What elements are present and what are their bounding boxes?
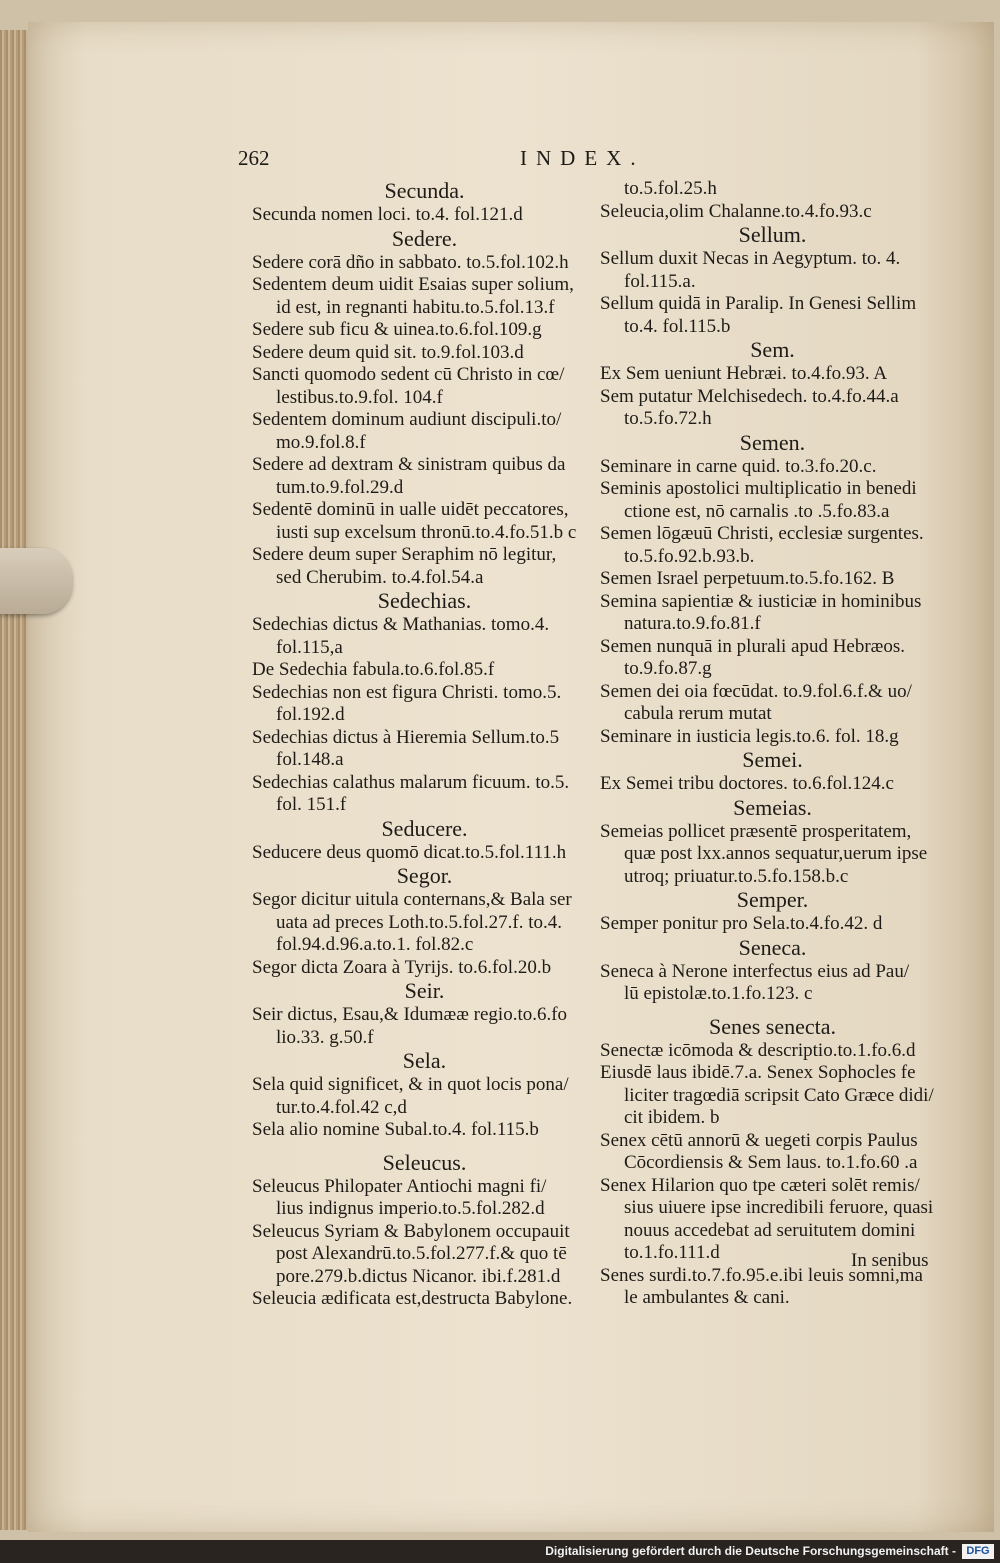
index-entry-continuation: tum.to.9.fol.29.d: [276, 476, 404, 498]
spacer: [252, 1142, 597, 1150]
index-heading: Semeias.: [733, 794, 812, 820]
index-entry: Segor dicitur uitula conternans,& Bala ser: [252, 889, 572, 910]
index-entry-continuation: fol.115,a: [276, 636, 343, 658]
index-entry-continuation: uata ad preces Loth.to.5.fol.27.f. to.4.: [276, 911, 562, 933]
left-column: [252, 178, 597, 1311]
index-entry: Sedere corā dño in sabbato. to.5.fol.102.h: [252, 251, 569, 273]
index-entry: Semen lōgæuū Christi, ecclesiæ surgentes.: [600, 523, 924, 544]
index-entry-continuation: sius uiuere ipse incredibili feruore, quasi: [624, 1197, 934, 1218]
page-clip: [0, 548, 72, 614]
index-entry-continuation: utroq; priuatur.to.5.fo.158.b.c: [624, 865, 849, 887]
index-entry-continuation: lio.33. g.50.f: [276, 1026, 374, 1048]
index-entry: Semen dei oia fœcūdat. to.9.fol.6.f.& uo/: [600, 680, 912, 702]
index-entry: Semen nunquā in plurali apud Hebræos.: [600, 635, 906, 657]
index-entry-continuation: ctione est, nō carnalis .to .5.fo.83.a: [624, 500, 890, 522]
index-entry: Sedechias non est figura Christi. tomo.5.: [252, 681, 562, 703]
index-entry: Sedentem dominum audiunt discipuli.to/: [252, 409, 562, 430]
index-entry-continuation: lestibus.to.9.fol. 104.f: [276, 386, 443, 408]
index-entry-continuation: to.5.fo.72.h: [624, 408, 712, 429]
index-entry: Sedentē dominū in ualle uidēt peccatores,: [252, 499, 569, 520]
index-entry-continuation: Cōcordiensis & Sem laus. to.1.fo.60 .a: [624, 1152, 918, 1173]
index-heading: Segor.: [396, 863, 453, 888]
index-heading: Semen.: [739, 429, 806, 455]
index-entry-continuation: liciter tragœdiā scripsit Cato Græce didi/: [624, 1084, 934, 1106]
index-entry-continuation: post Alexandrū.to.5.fol.277.f.& quo tē: [276, 1243, 567, 1264]
index-heading: Sela.: [402, 1048, 447, 1073]
index-entry: Seducere deus quomō dicat.to.5.fol.111.h: [252, 841, 567, 863]
index-entry-continuation: fol.192.d: [276, 704, 345, 725]
index-entry: Semina sapientiæ & iusticiæ in hominibus: [600, 590, 922, 612]
index-entry-continuation: natura.to.9.fo.81.f: [624, 613, 761, 634]
index-heading: Seir.: [404, 978, 445, 1003]
index-entry: Seneca à Nerone interfectus eius ad Pau/: [600, 960, 910, 982]
index-entry: Sedere ad dextram & sinistram quibus da: [252, 454, 566, 475]
index-entry-continuation: cabula rerum mutat: [624, 703, 772, 724]
index-entry: Seir dictus, Esau,& Idumææ regio.to.6.fo: [252, 1004, 568, 1025]
index-entry-continuation: lū epistolæ.to.1.fo.123. c: [624, 983, 813, 1004]
index-heading: Secunda.: [384, 178, 465, 203]
index-entry-continuation: mo.9.fol.8.f: [276, 431, 366, 453]
index-heading: Sedere.: [391, 225, 458, 251]
index-entry-continuation: fol.148.a: [276, 749, 344, 770]
index-entry: Sedechias calathus malarum ficuum. to.5.: [252, 771, 570, 793]
index-entry-continuation: to.9.fo.87.g: [624, 658, 712, 679]
index-entry: Seleucus Philopater Antiochi magni fi/: [252, 1175, 547, 1197]
index-entry-continuation: quæ post lxx.annos sequatur,uerum ipse: [624, 843, 928, 864]
index-entry: Senectæ icōmoda & descriptio.to.1.fo.6.d: [600, 1039, 916, 1061]
index-heading: Semper.: [736, 887, 809, 912]
index-entry: Sedechias dictus & Mathanias. tomo.4.: [252, 614, 550, 635]
index-heading: Senes senecta.: [708, 1013, 837, 1039]
index-heading: Seducere.: [381, 815, 468, 841]
index-entry-continuation: id est, in regnanti habitu.to.5.fol.13.f: [276, 296, 555, 318]
index-entry: Seleucus Syriam & Babylonem occupauit: [252, 1220, 570, 1242]
index-entry-continuation: fol. 151.f: [276, 794, 347, 815]
funding-notice: Digitalisierung gefördert durch die Deutsche Forschungsgemeinschaft -: [545, 1544, 956, 1558]
index-entry-continuation: to.5.fol.25.h: [624, 178, 717, 199]
dfg-logo-icon: DFG: [962, 1544, 994, 1559]
index-entry: Seminis apostolici multiplicatio in benedi: [600, 478, 917, 499]
index-entry: Semper ponitur pro Sela.to.4.fo.42. d: [600, 913, 883, 934]
index-entry: Seleucia ædificata est,destructa Babylone.: [252, 1288, 573, 1309]
index-heading: Sem.: [750, 337, 795, 362]
index-entry: Secunda nomen loci. to.4. fol.121.d: [252, 204, 523, 225]
index-entry: Sancti quomodo sedent cū Christo in cœ/: [252, 364, 565, 385]
index-entry-continuation: tur.to.4.fol.42 c,d: [276, 1096, 407, 1118]
index-entry: De Sedechia fabula.to.6.fol.85.f: [252, 659, 495, 680]
index-entry: Ex Semei tribu doctores. to.6.fol.124.c: [600, 773, 894, 794]
index-entry: Senes surdi.to.7.fo.95.e.ibi leuis somni,ma: [600, 1264, 923, 1286]
index-entry: Sela alio nomine Subal.to.4. fol.115.b: [252, 1119, 539, 1140]
index-entry: Senex Hilarion quo tpe cæteri solēt remis/: [600, 1174, 920, 1196]
index-entry-continuation: lius indignus imperio.to.5.fol.282.d: [276, 1198, 545, 1219]
index-entry-continuation: nouus accedebat ad seruitutem domini: [624, 1219, 916, 1241]
index-entry: Semen Israel perpetuum.to.5.fo.162. B: [600, 568, 895, 589]
index-heading: Seleucus.: [382, 1149, 467, 1175]
index-entry: Semeias pollicet præsentē prosperitatem,: [600, 820, 912, 842]
index-entry-continuation: fol.115.a.: [624, 270, 696, 292]
index-entry-continuation: le ambulantes & cani.: [624, 1287, 790, 1308]
running-head: INDEX.: [520, 146, 645, 170]
index-entry: Sedentem deum uidit Esaias super solium,: [252, 274, 574, 295]
index-entry: Seminare in iusticia legis.to.6. fol. 18.g: [600, 725, 899, 747]
index-entry: Sedere deum quid sit. to.9.fol.103.d: [252, 341, 524, 363]
index-entry-continuation: iusti sup excelsum thronū.to.4.fo.51.b c: [276, 521, 577, 543]
index-entry: Sem putatur Melchisedech. to.4.fo.44.a: [600, 385, 899, 407]
digitization-footer: [0, 1540, 1000, 1563]
index-entry: Sedechias dictus à Hieremia Sellum.to.5: [252, 726, 560, 748]
index-entry-continuation: cit ibidem. b: [624, 1107, 720, 1128]
index-entry-continuation: sed Cherubim. to.4.fol.54.a: [276, 566, 484, 588]
index-heading: Sellum.: [738, 222, 807, 247]
index-entry: Sela quid significet, & in quot locis pona/: [252, 1074, 569, 1095]
catchword: In senibus: [851, 1250, 929, 1271]
right-column: [600, 178, 945, 1310]
index-entry: Senex cētū annorū & uegeti corpis Paulus: [600, 1129, 918, 1151]
index-entry-continuation: to.1.fo.111.d: [624, 1242, 720, 1263]
index-entry: Sellum duxit Necas in Aegyptum. to. 4.: [600, 248, 901, 269]
index-entry: Eiusdē laus ibidē.7.a. Senex Sophocles fe: [600, 1062, 916, 1083]
index-entry: Seleucia,olim Chalanne.to.4.fo.93.c: [600, 200, 872, 222]
index-entry-continuation: to.4. fol.115.b: [624, 315, 731, 337]
index-heading: Sedechias.: [377, 588, 472, 613]
index-entry-continuation: fol.94.d.96.a.to.1. fol.82.c: [276, 934, 474, 955]
index-entry: Seminare in carne quid. to.3.fo.20.c.: [600, 455, 877, 477]
index-entry-continuation: to.5.fo.92.b.93.b.: [624, 545, 755, 567]
index-entry-continuation: pore.279.b.dictus Nicanor. ibi.f.281.d: [276, 1265, 561, 1287]
page-number: 262: [238, 146, 270, 170]
index-entry: Segor dicta Zoara à Tyrijs. to.6.fol.20.b: [252, 956, 552, 978]
index-entry: Sedere sub ficu & uinea.to.6.fol.109.g: [252, 319, 542, 340]
spacer: [600, 1006, 945, 1014]
index-entry: Ex Sem ueniunt Hebræi. to.4.fo.93. A: [600, 363, 888, 384]
index-entry: Sellum quidā in Paralip. In Genesi Sellim: [600, 293, 917, 314]
index-entry: Sedere deum super Seraphim nō legitur,: [252, 544, 557, 565]
index-heading: Semei.: [742, 747, 803, 772]
index-heading: Seneca.: [738, 934, 807, 960]
